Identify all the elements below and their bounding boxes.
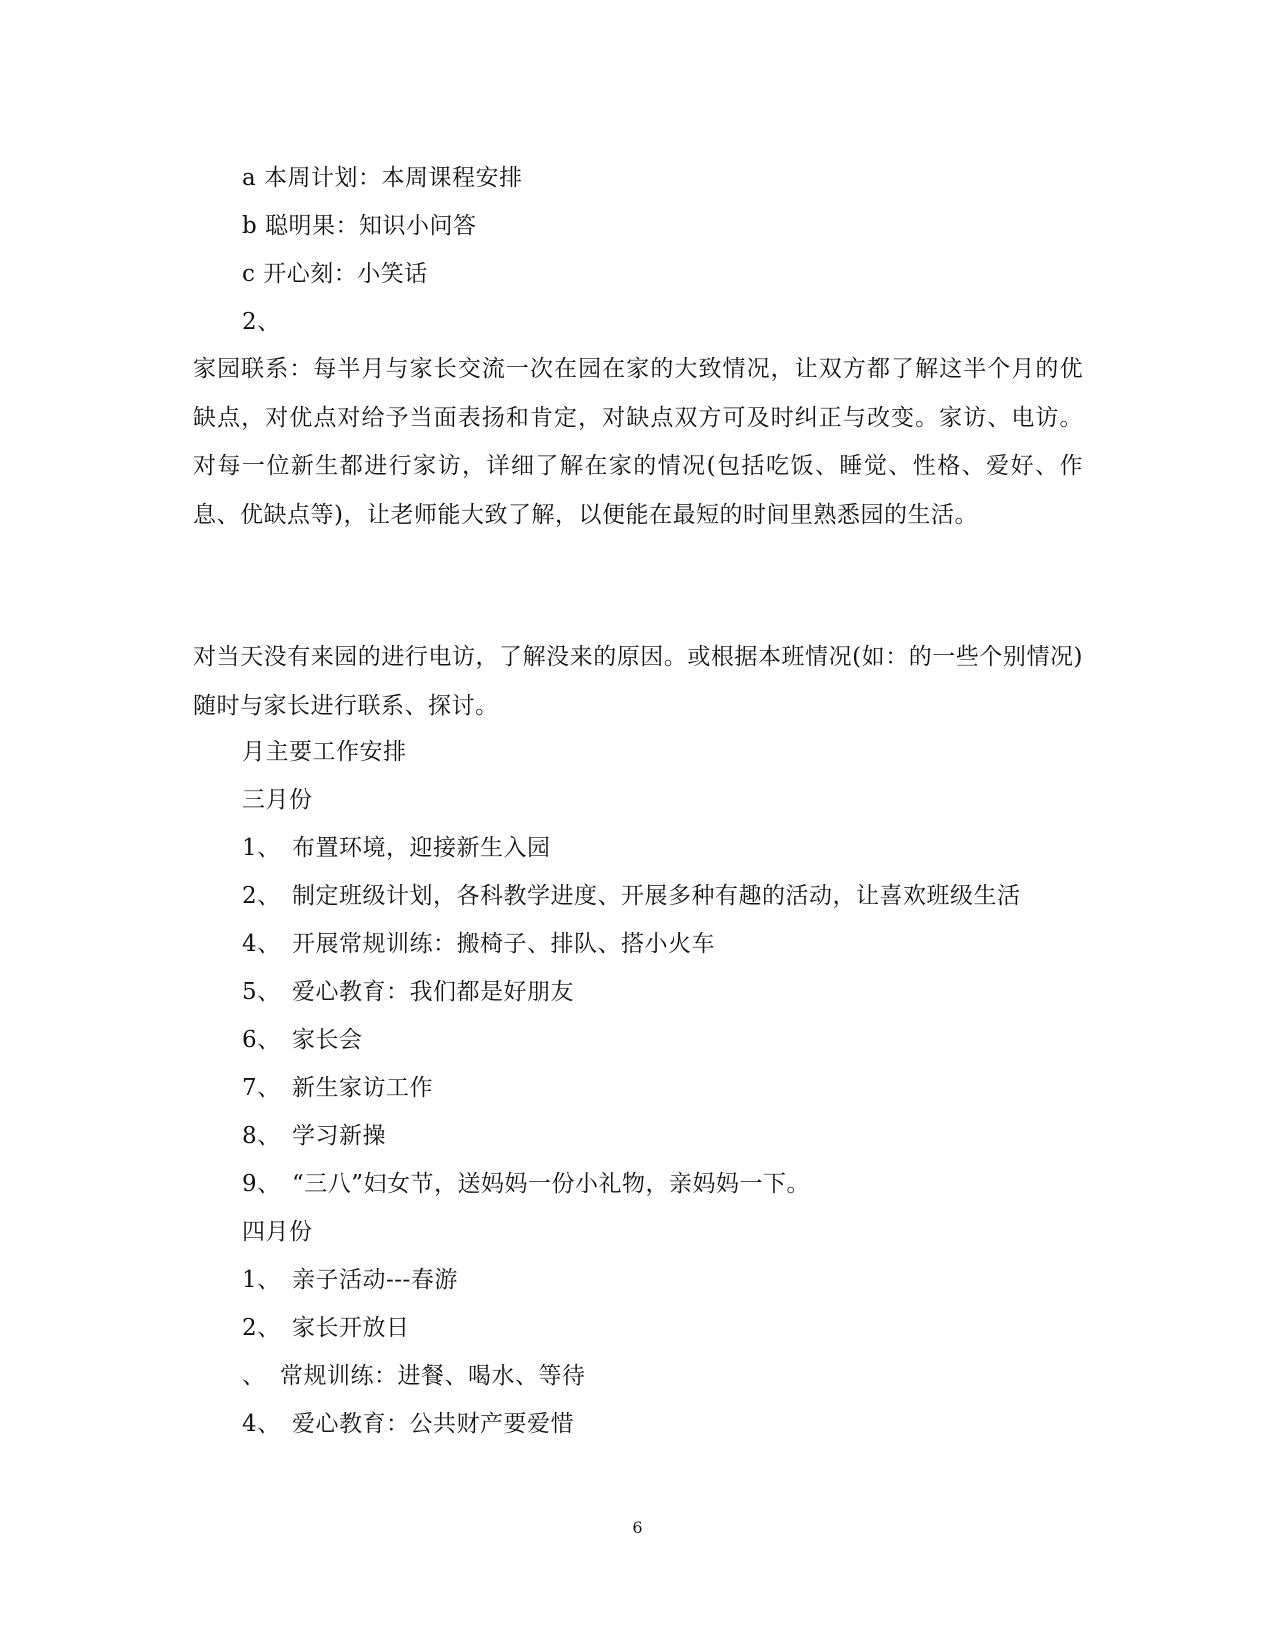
item-text: 新生家访工作 <box>292 1075 433 1101</box>
item-number: 4、 <box>242 931 281 957</box>
item-text: 布置环境，迎接新生入园 <box>292 835 551 861</box>
item-number: 9、 <box>242 1171 281 1197</box>
march-item <box>242 929 715 959</box>
intro-item-c: c 开心刻：小笑话 <box>242 261 428 287</box>
april-item <box>242 1361 586 1391</box>
march-item <box>242 1025 363 1055</box>
intro-item-a: a 本周计划：本周课程安排 <box>242 165 523 191</box>
item-number: 5、 <box>242 979 281 1005</box>
item-number: 2、 <box>242 1315 281 1341</box>
item-number: 2、 <box>242 883 281 909</box>
march-item <box>242 1121 386 1151</box>
item-text: 制定班级计划，各科教学进度、开展多种有趣的活动，让喜欢班级生活 <box>292 883 1021 909</box>
item-number: 1、 <box>242 1267 281 1293</box>
item-2-label: 2、 <box>242 309 281 335</box>
page-number: 6 <box>632 1518 643 1537</box>
item-text: 家长会 <box>292 1027 363 1053</box>
april-item <box>242 1409 574 1439</box>
march-item <box>242 833 551 863</box>
item-text: 亲子活动---春游 <box>292 1267 458 1293</box>
april-item <box>242 1265 458 1295</box>
march-item <box>242 1073 433 1103</box>
item-number: 、 <box>242 1363 266 1389</box>
item-text: 家长开放日 <box>292 1315 410 1341</box>
item-text: 学习新操 <box>292 1123 386 1149</box>
march-item <box>242 881 1021 911</box>
paragraph-home-contact: 家园联系：每半月与家长交流一次在园在家的大致情况，让双方都了解这半个月的优缺点，对优点对给予当面表扬和肯定，对缺点双方可及时纠正与改变。家访、电访。对每一位新生都进行家访，详细了解在家的情况(包括吃饭、睡觉、性格、爱好、作息、优缺点等)，让老师能大致了解，以便能在最短的时间里熟悉园的生活。 <box>193 356 1083 528</box>
item-number: 6、 <box>242 1027 281 1053</box>
item-text: 开展常规训练：搬椅子、排队、搭小火车 <box>292 931 715 957</box>
item-number: 7、 <box>242 1075 281 1101</box>
item-number: 1、 <box>242 835 281 861</box>
march-item <box>242 1169 810 1199</box>
intro-item-b: b 聪明果：知识小问答 <box>242 213 477 239</box>
item-number: 4、 <box>242 1411 281 1437</box>
march-title: 三月份 <box>242 787 313 813</box>
item-text: “三八”妇女节，送妈妈一份小礼物，亲妈妈一下。 <box>292 1171 811 1197</box>
item-text: 爱心教育：我们都是好朋友 <box>292 979 574 1005</box>
item-text: 常规训练：进餐、喝水、等待 <box>280 1363 586 1389</box>
april-item <box>242 1313 410 1343</box>
march-item <box>242 977 574 1007</box>
section-title: 月主要工作安排 <box>242 739 407 765</box>
item-number: 8、 <box>242 1123 281 1149</box>
item-text: 爱心教育：公共财产要爱惜 <box>292 1411 574 1437</box>
april-title: 四月份 <box>242 1219 313 1245</box>
paragraph-phone-visit: 对当天没有来园的进行电访，了解没来的原因。或根据本班情况(如：的一些个别情况)随时与家长进行联系、探讨。 <box>193 644 1083 719</box>
